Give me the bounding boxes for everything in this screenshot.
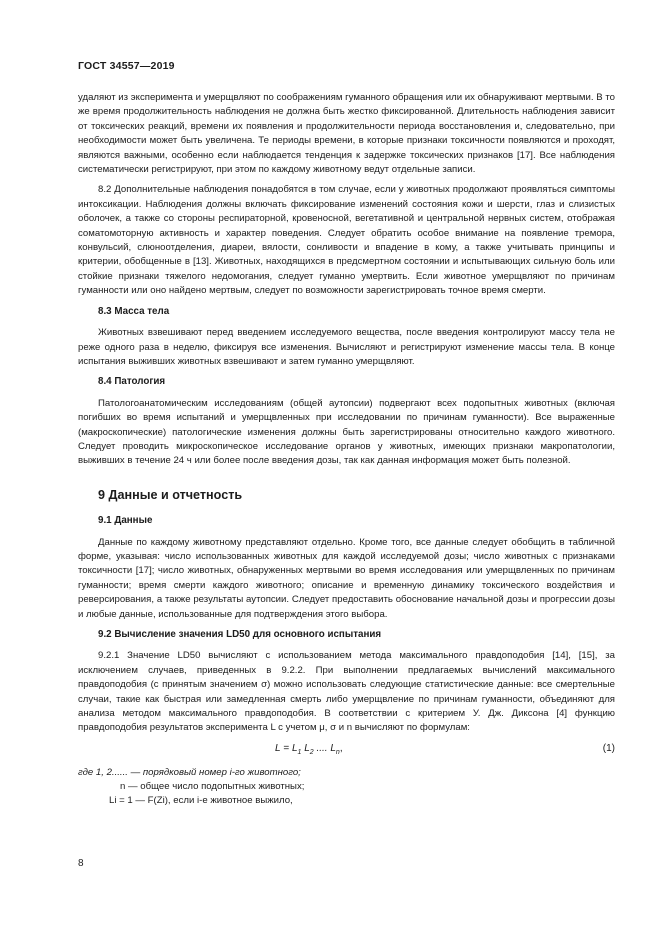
formula-sub-2: 2 xyxy=(309,748,314,756)
chapter-heading-9: 9 Данные и отчетность xyxy=(98,487,243,502)
formula-row xyxy=(78,742,615,760)
section-heading-9-1: 9.1 Данные xyxy=(98,515,153,527)
definition-li: Li = 1 — F(Zi), если i-е животное выжило, xyxy=(109,794,293,806)
page-number: 8 xyxy=(78,858,84,869)
formula-lhs: L xyxy=(275,742,281,754)
paragraph-8-3: Животных взвешивают перед введением исследуемого вещества, после введения контролируют массу тела не реже одного раза в неделю, фиксируя все изменения. Вычисляют и регистрируют изменение массы тела. В конце испытания выживших животных взвешивают и затем гуманно умерщвляют. xyxy=(78,327,615,367)
definition-index: где 1, 2...... — порядковый номер i-го животного; xyxy=(78,766,301,778)
formula-definitions xyxy=(78,766,615,808)
paragraph-9-2-1: 9.2.1 Значение LD50 вычисляют с использованием метода максимального правдоподобия [14], [15], за исключением случаев, приведенных в 9.2.2. При выполнении предлагаемых вычислений максимального правдоподобия (с принятым значением σ) можно использовать следующие статистические данные: все смертельные случаи, такие как быстрая или замедленная смерть либо умерщвление по причинам гуманности, объединяют для анализа методом максимального правдоподобия. В соответствии с критерием У. Дж. Диксона [4] функцию правдоподобия результатов эксперимента L с учетом μ, σ и n вычисляют по формулам: xyxy=(78,650,615,734)
document-header-code: ГОСТ 34557—2019 xyxy=(78,60,175,72)
paragraph-continuation: удаляют из эксперимента и умерщвляют по соображениям гуманного обращения или их обнаруживают мертвыми. В то же время продолжительность наблюдения не должна быть жестко фиксированной. Длительность наблюдения зависит от токсических реакций, времени их появления и продолжительности периода восстановления и, следовательно, при необходимости может быть увеличена. Те периоды времени, в которые признаки токсичности появляются и проходят, являются важными, особенно если наблюдается тенденция к задержке токсических признаков [17]. Все наблюдения систематически регистрируют, при этом по каждому животному ведут отдельные записи. xyxy=(78,92,615,176)
formula-sub-n: n xyxy=(335,748,340,756)
equation-number: (1) xyxy=(602,742,615,754)
formula-sub-1: 1 xyxy=(297,748,302,756)
formula-equals: = xyxy=(280,742,292,754)
paragraph-8-2: 8.2 Дополнительные наблюдения понадобятся в том случае, если у животных продолжают проявляться симптомы интоксикации. Наблюдения должны включать фиксирование изменений состояния кожи и шерсти, глаз и слизистых оболочек, а также со стороны респираторной, кровеносной, вегетативной и центральной нервных систем, отображая соматомоторную активность и характер поведения. Следует обратить особое внимание на появление тремора, конвульсий, слюноотделения, диареи, вялости, сонливости и впадение в кому, а также учитывать принципы и критерии, обобщенные в [13]. Животных, находящихся в предсмертном состоянии и испытывающих сильную боль или стойкие признаки тяжелого недомогания, следует гуманно умертвить. Если животное умерщвляют по причинам гуманности или оно найдено мертвым, следует по возможности зарегистрировать точное время смерти. xyxy=(78,184,615,297)
formula-end: , xyxy=(339,742,343,754)
definition-n: n — общее число подопытных животных; xyxy=(120,780,305,792)
paragraph-8-4: Патологоанатомическим исследованиям (общей аутопсии) подвергают всех подопытных животных (включая погибших во время испытаний и умерщвленных при исследовании по причинам гуманности). Все выраженные (макроскопические) патологические изменения должны быть зарегистрированы относительно каждого животного. Следует проводить микроскопическое исследование органов у животных, имеющих признаки макропатологии, выживших в течение 24 ч или более после введения дозы, так как данная информация может быть полезной. xyxy=(78,397,615,467)
section-heading-8-3: 8.3 Масса тела xyxy=(98,305,170,317)
document-body xyxy=(78,91,615,808)
formula-term-2: L xyxy=(301,742,310,754)
formula-term-1: L xyxy=(291,742,298,754)
section-heading-8-4: 8.4 Патология xyxy=(98,376,166,388)
likelihood-formula xyxy=(275,742,343,760)
formula-term-n: .... L xyxy=(313,742,336,754)
paragraph-9-1: Данные по каждому животному представляют отдельно. Кроме того, все данные следует обобщить в табличной форме, указывая: число использованных животных для каждой исследуемой дозы; число животных с признаками токсичности [17]; число животных, обнаруженных мертвыми во время исследования или умерщвленных по причинам гуманности; время смерти каждого животного; описание и временную динамику токсического воздействия и реверсирования, а также результаты аутопсии. Следует предоставить обоснование начальной дозы и прогрессии дозы и любые данные, использованные для подтверждения этого выбора. xyxy=(78,536,615,620)
section-heading-9-2: 9.2 Вычисление значения LD50 для основного испытания xyxy=(98,629,382,640)
